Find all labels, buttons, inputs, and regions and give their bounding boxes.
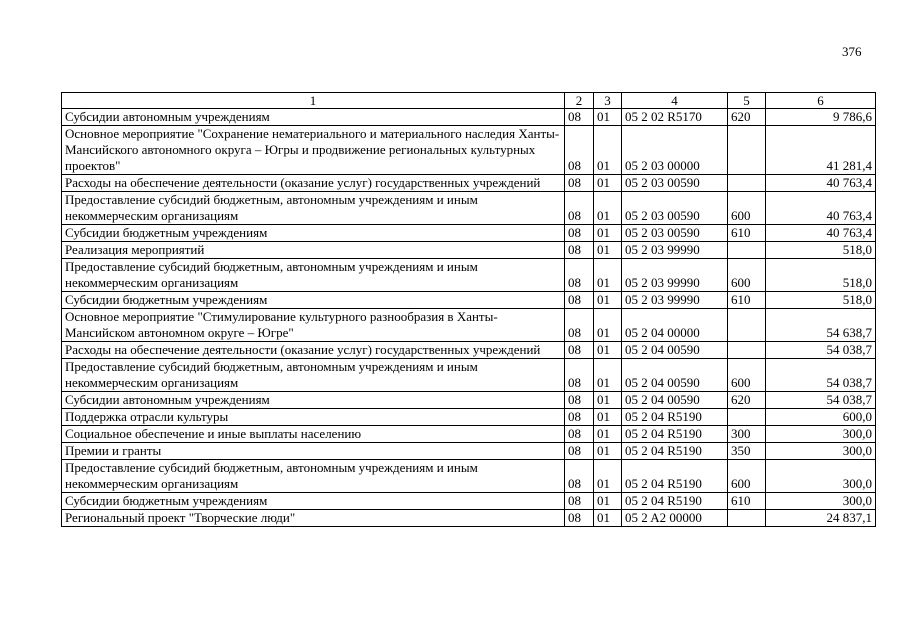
- table-row: [62, 409, 876, 426]
- amount-cell: 300,0: [766, 426, 876, 443]
- section-cell: 08: [565, 409, 594, 426]
- subsection-cell: 01: [594, 309, 622, 342]
- amount-cell: 300,0: [766, 493, 876, 510]
- section-cell: 08: [565, 242, 594, 259]
- subsection-cell: 01: [594, 259, 622, 292]
- row-name-cell: Основное мероприятие "Сохранение нематериального и материального наследия Ханты-Мансийского автономного округа – Югры и продвижение региональных культурных проектов": [62, 126, 565, 175]
- section-cell: 08: [565, 175, 594, 192]
- table-row: [62, 510, 876, 527]
- expense-type-cell: 600: [728, 359, 766, 392]
- table-header-row: [62, 93, 876, 109]
- table-row: [62, 493, 876, 510]
- expense-type-cell: 610: [728, 225, 766, 242]
- section-cell: 08: [565, 460, 594, 493]
- target-code-cell: 05 2 04 00590: [622, 342, 728, 359]
- target-code-cell: 05 2 04 R5190: [622, 409, 728, 426]
- expense-type-cell: 620: [728, 109, 766, 126]
- amount-cell: 300,0: [766, 443, 876, 460]
- target-code-cell: 05 2 03 00590: [622, 192, 728, 225]
- subsection-cell: 01: [594, 493, 622, 510]
- table-row: [62, 126, 876, 175]
- section-cell: 08: [565, 225, 594, 242]
- budget-table: [61, 92, 876, 527]
- column-header: 5: [728, 93, 766, 109]
- target-code-cell: 05 2 03 99990: [622, 259, 728, 292]
- subsection-cell: 01: [594, 292, 622, 309]
- section-cell: 08: [565, 392, 594, 409]
- column-header: 4: [622, 93, 728, 109]
- section-cell: 08: [565, 342, 594, 359]
- expense-type-cell: 300: [728, 426, 766, 443]
- column-header: 3: [594, 93, 622, 109]
- expense-type-cell: 600: [728, 259, 766, 292]
- subsection-cell: 01: [594, 510, 622, 527]
- expense-type-cell: 600: [728, 460, 766, 493]
- amount-cell: 300,0: [766, 460, 876, 493]
- section-cell: 08: [565, 309, 594, 342]
- amount-cell: 41 281,4: [766, 126, 876, 175]
- section-cell: 08: [565, 192, 594, 225]
- amount-cell: 54 038,7: [766, 392, 876, 409]
- subsection-cell: 01: [594, 460, 622, 493]
- expense-type-cell: [728, 242, 766, 259]
- expense-type-cell: [728, 409, 766, 426]
- table-body: [62, 109, 876, 527]
- table-row: [62, 192, 876, 225]
- amount-cell: 40 763,4: [766, 225, 876, 242]
- table-row: [62, 292, 876, 309]
- subsection-cell: 01: [594, 443, 622, 460]
- expense-type-cell: [728, 342, 766, 359]
- row-name-cell: Субсидии автономным учреждениям: [62, 392, 565, 409]
- amount-cell: 9 786,6: [766, 109, 876, 126]
- target-code-cell: 05 2 04 00590: [622, 392, 728, 409]
- subsection-cell: 01: [594, 192, 622, 225]
- row-name-cell: Реализация мероприятий: [62, 242, 565, 259]
- table-row: [62, 443, 876, 460]
- expense-type-cell: 350: [728, 443, 766, 460]
- row-name-cell: Предоставление субсидий бюджетным, автономным учреждениям и иным некоммерческим организациям: [62, 259, 565, 292]
- target-code-cell: 05 2 04 R5190: [622, 493, 728, 510]
- row-name-cell: Предоставление субсидий бюджетным, автономным учреждениям и иным некоммерческим организациям: [62, 460, 565, 493]
- subsection-cell: 01: [594, 242, 622, 259]
- expense-type-cell: [728, 309, 766, 342]
- section-cell: 08: [565, 510, 594, 527]
- table-row: [62, 359, 876, 392]
- row-name-cell: Предоставление субсидий бюджетным, автономным учреждениям и иным некоммерческим организациям: [62, 192, 565, 225]
- target-code-cell: 05 2 04 R5190: [622, 443, 728, 460]
- amount-cell: 40 763,4: [766, 175, 876, 192]
- target-code-cell: 05 2 04 00000: [622, 309, 728, 342]
- row-name-cell: Субсидии бюджетным учреждениям: [62, 493, 565, 510]
- amount-cell: 40 763,4: [766, 192, 876, 225]
- amount-cell: 24 837,1: [766, 510, 876, 527]
- table-row: [62, 426, 876, 443]
- row-name-cell: Региональный проект "Творческие люди": [62, 510, 565, 527]
- subsection-cell: 01: [594, 359, 622, 392]
- section-cell: 08: [565, 443, 594, 460]
- subsection-cell: 01: [594, 126, 622, 175]
- subsection-cell: 01: [594, 109, 622, 126]
- section-cell: 08: [565, 426, 594, 443]
- table-row: [62, 175, 876, 192]
- expense-type-cell: [728, 175, 766, 192]
- table-row: [62, 309, 876, 342]
- row-name-cell: Основное мероприятие "Стимулирование культурного разнообразия в Ханты-Мансийском автономном округе – Югре": [62, 309, 565, 342]
- subsection-cell: 01: [594, 342, 622, 359]
- section-cell: 08: [565, 493, 594, 510]
- amount-cell: 54 038,7: [766, 342, 876, 359]
- target-code-cell: 05 2 04 R5190: [622, 426, 728, 443]
- amount-cell: 600,0: [766, 409, 876, 426]
- amount-cell: 54 638,7: [766, 309, 876, 342]
- expense-type-cell: [728, 126, 766, 175]
- table-row: [62, 259, 876, 292]
- table-row: [62, 392, 876, 409]
- subsection-cell: 01: [594, 175, 622, 192]
- amount-cell: 518,0: [766, 292, 876, 309]
- row-name-cell: Расходы на обеспечение деятельности (оказание услуг) государственных учреждений: [62, 342, 565, 359]
- amount-cell: 54 038,7: [766, 359, 876, 392]
- target-code-cell: 05 2 04 00590: [622, 359, 728, 392]
- target-code-cell: 05 2 03 00590: [622, 225, 728, 242]
- target-code-cell: 05 2 02 R5170: [622, 109, 728, 126]
- target-code-cell: 05 2 04 R5190: [622, 460, 728, 493]
- target-code-cell: 05 2 03 99990: [622, 242, 728, 259]
- target-code-cell: 05 2 03 00590: [622, 175, 728, 192]
- section-cell: 08: [565, 126, 594, 175]
- section-cell: 08: [565, 109, 594, 126]
- expense-type-cell: 610: [728, 493, 766, 510]
- table-row: [62, 109, 876, 126]
- column-header: 2: [565, 93, 594, 109]
- row-name-cell: Субсидии автономным учреждениям: [62, 109, 565, 126]
- table-row: [62, 342, 876, 359]
- row-name-cell: Расходы на обеспечение деятельности (оказание услуг) государственных учреждений: [62, 175, 565, 192]
- subsection-cell: 01: [594, 392, 622, 409]
- table-row: [62, 460, 876, 493]
- subsection-cell: 01: [594, 225, 622, 242]
- subsection-cell: 01: [594, 426, 622, 443]
- row-name-cell: Социальное обеспечение и иные выплаты населению: [62, 426, 565, 443]
- column-header: 1: [62, 93, 565, 109]
- subsection-cell: 01: [594, 409, 622, 426]
- section-cell: 08: [565, 359, 594, 392]
- table-row: [62, 225, 876, 242]
- row-name-cell: Предоставление субсидий бюджетным, автономным учреждениям и иным некоммерческим организациям: [62, 359, 565, 392]
- amount-cell: 518,0: [766, 259, 876, 292]
- row-name-cell: Поддержка отрасли культуры: [62, 409, 565, 426]
- row-name-cell: Субсидии бюджетным учреждениям: [62, 292, 565, 309]
- section-cell: 08: [565, 292, 594, 309]
- amount-cell: 518,0: [766, 242, 876, 259]
- table-row: [62, 242, 876, 259]
- expense-type-cell: 610: [728, 292, 766, 309]
- target-code-cell: 05 2 A2 00000: [622, 510, 728, 527]
- expense-type-cell: [728, 510, 766, 527]
- expense-type-cell: 600: [728, 192, 766, 225]
- target-code-cell: 05 2 03 00000: [622, 126, 728, 175]
- section-cell: 08: [565, 259, 594, 292]
- row-name-cell: Субсидии бюджетным учреждениям: [62, 225, 565, 242]
- target-code-cell: 05 2 03 99990: [622, 292, 728, 309]
- expense-type-cell: 620: [728, 392, 766, 409]
- row-name-cell: Премии и гранты: [62, 443, 565, 460]
- column-header: 6: [766, 93, 876, 109]
- page-number: 376: [842, 44, 862, 59]
